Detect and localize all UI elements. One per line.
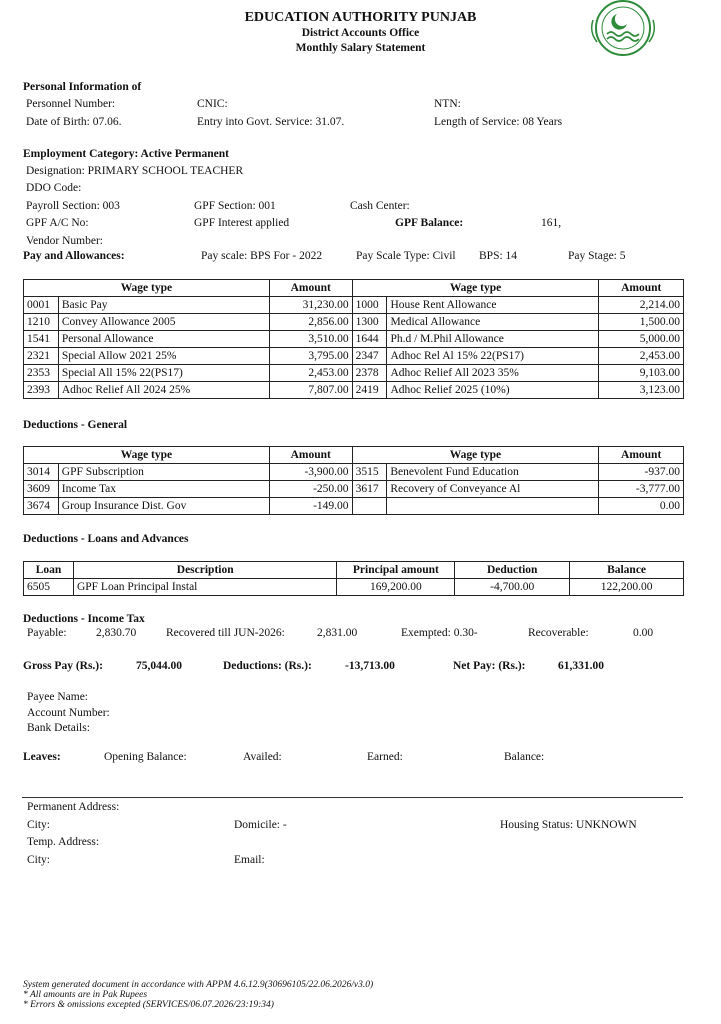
tax-exempted: Exempted: 0.30-: [401, 627, 478, 639]
wage-amount: 2,856.00: [269, 314, 352, 331]
wage-amount: -3,777.00: [599, 481, 684, 498]
deductions-general-table: [23, 446, 684, 515]
wage-amount: 3,123.00: [599, 382, 684, 399]
wage-amount: 1,500.00: [599, 314, 684, 331]
table-row: [24, 382, 684, 399]
footer-errors-note: * Errors & omissions excepted (SERVICES/06.07.2026/23:19:34): [23, 1000, 274, 1010]
wage-amount: -3,900.00: [269, 464, 352, 481]
table-row: [24, 365, 684, 382]
pay-heading: Pay and Allowances:: [23, 250, 125, 262]
col-amount: Amount: [269, 280, 352, 297]
deductions-loans-heading: Deductions - Loans and Advances: [23, 533, 189, 545]
table-row: [24, 579, 684, 596]
col-wage-type: Wage type: [352, 280, 599, 297]
leaves-earned: Earned:: [367, 751, 403, 763]
payee-name: Payee Name:: [27, 691, 88, 703]
income-tax-heading: Deductions - Income Tax: [23, 613, 145, 625]
wage-description: Medical Allowance: [387, 314, 599, 331]
wage-code: 1644: [352, 331, 387, 348]
tax-recoverable-label: Recoverable:: [528, 627, 589, 639]
deductions-total-label: Deductions: (Rs.):: [223, 660, 312, 672]
wage-amount: 3,510.00: [269, 331, 352, 348]
wage-code: 2419: [352, 382, 387, 399]
length-of-service: Length of Service: 08 Years: [434, 116, 563, 128]
wage-description: Group Insurance Dist. Gov: [58, 498, 269, 515]
payroll-section: Payroll Section: 003: [26, 200, 120, 212]
gpf-account: GPF A/C No:: [26, 217, 89, 229]
table-row: [24, 297, 684, 314]
wage-code: 1300: [352, 314, 387, 331]
col-amount: Amount: [599, 447, 684, 464]
wage-code: 3515: [352, 464, 387, 481]
wage-code: 1210: [24, 314, 59, 331]
wage-amount: 2,214.00: [599, 297, 684, 314]
tax-recovered: 2,831.00: [317, 627, 358, 639]
wage-code: 3609: [24, 481, 59, 498]
entry-into-service: Entry into Govt. Service: 31.07.: [197, 116, 345, 128]
table-row: [24, 481, 684, 498]
table-row: [24, 314, 684, 331]
wage-description: Special All 15% 22(PS17): [58, 365, 269, 382]
gross-pay-label: Gross Pay (Rs.):: [23, 660, 103, 672]
employment-heading: Employment Category: Active Permanent: [23, 148, 229, 160]
email: Email:: [234, 854, 265, 866]
leaves-balance: Balance:: [504, 751, 545, 763]
wage-amount: 3,795.00: [269, 348, 352, 365]
bps: BPS: 14: [479, 250, 518, 262]
tax-payable: 2,830.70: [96, 627, 137, 639]
permanent-address: Permanent Address:: [27, 801, 120, 813]
tax-recovered-label: Recovered till JUN-2026:: [166, 627, 285, 639]
wage-description: Adhoc Relief All 2023 35%: [387, 365, 599, 382]
statement-title: Monthly Salary Statement: [295, 42, 426, 54]
wage-description: Income Tax: [58, 481, 269, 498]
table-row: [24, 331, 684, 348]
deductions-table-header: [24, 447, 684, 464]
gross-pay: 75,044.00: [136, 660, 182, 672]
net-pay: 61,331.00: [558, 660, 604, 672]
pay-scale-type: Pay Scale Type: Civil: [356, 250, 456, 262]
wage-amount: -149.00: [269, 498, 352, 515]
account-number: Account Number:: [27, 707, 110, 719]
loans-table: [23, 561, 684, 596]
gpf-section: GPF Section: 001: [194, 200, 276, 212]
wage-description: Ph.d / M.Phil Allowance: [387, 331, 599, 348]
wage-description: Adhoc Relief 2025 (10%): [387, 382, 599, 399]
wage-code: 3014: [24, 464, 59, 481]
wage-description: GPF Subscription: [58, 464, 269, 481]
wage-amount: -937.00: [599, 464, 684, 481]
pay-table-header: [24, 280, 684, 297]
cnic: CNIC:: [197, 98, 228, 110]
wage-description: Recovery of Conveyance Al: [387, 481, 599, 498]
date-of-birth: Date of Birth: 07.06.: [26, 116, 122, 128]
gpf-interest: GPF Interest applied: [194, 217, 290, 229]
gpf-balance-value: 161,: [541, 217, 562, 229]
wage-amount: 2,453.00: [599, 348, 684, 365]
office-name: District Accounts Office: [301, 27, 420, 39]
wage-code: 2378: [352, 365, 387, 382]
table-row: [24, 348, 684, 365]
col-loan: Loan: [24, 562, 74, 579]
wage-description: Special Allow 2021 25%: [58, 348, 269, 365]
wage-code: 2353: [24, 365, 59, 382]
wage-amount: 0.00: [599, 498, 684, 515]
wage-code: 2393: [24, 382, 59, 399]
personal-heading: Personal Information of: [23, 81, 142, 93]
col-wage-type: Wage type: [24, 280, 270, 297]
ddo-code: DDO Code:: [26, 182, 82, 194]
col-description: Description: [73, 562, 336, 579]
tax-payable-label: Payable:: [27, 627, 67, 639]
designation: Designation: PRIMARY SCHOOL TEACHER: [26, 165, 244, 177]
vendor-number: Vendor Number:: [26, 235, 103, 247]
wage-description: Personal Allowance: [58, 331, 269, 348]
col-amount: Amount: [269, 447, 352, 464]
wage-code: 1000: [352, 297, 387, 314]
temp-address: Temp. Address:: [27, 836, 100, 848]
loan-deduction: -4,700.00: [455, 579, 570, 596]
gpf-balance-label: GPF Balance:: [395, 217, 464, 229]
bank-details: Bank Details:: [27, 722, 90, 734]
domicile: Domicile: -: [234, 819, 287, 831]
wage-code: 1541: [24, 331, 59, 348]
table-row: [24, 464, 684, 481]
page-title: EDUCATION AUTHORITY PUNJAB: [244, 10, 477, 25]
col-amount: Amount: [599, 280, 684, 297]
table-row: [24, 498, 684, 515]
punjab-seal-logo: [583, 0, 663, 60]
net-pay-label: Net Pay: (Rs.):: [453, 660, 526, 672]
wage-code: [352, 498, 387, 515]
deductions-total: -13,713.00: [345, 660, 395, 672]
leaves-label: Leaves:: [23, 751, 61, 763]
tax-recoverable: 0.00: [633, 627, 654, 639]
col-principal: Principal amount: [337, 562, 455, 579]
loan-code: 6505: [24, 579, 74, 596]
wage-description: Convey Allowance 2005: [58, 314, 269, 331]
leaves-opening: Opening Balance:: [104, 751, 187, 763]
wage-description: Adhoc Rel Al 15% 22(PS17): [387, 348, 599, 365]
cash-center: Cash Center:: [350, 200, 410, 212]
wage-description: Basic Pay: [58, 297, 269, 314]
wage-amount: 31,230.00: [269, 297, 352, 314]
deductions-general-heading: Deductions - General: [23, 419, 128, 431]
wage-code: 3674: [24, 498, 59, 515]
wage-description: [387, 498, 599, 515]
wage-code: 2321: [24, 348, 59, 365]
wage-description: Benevolent Fund Education: [387, 464, 599, 481]
loan-description: GPF Loan Principal Instal: [73, 579, 336, 596]
wage-description: House Rent Allowance: [387, 297, 599, 314]
housing-status: Housing Status: UNKNOWN: [500, 819, 637, 831]
footer-system-note: System generated document in accordance with APPM 4.6.12.9(30696105/22.06.2026/v3.0): [23, 980, 374, 990]
city-temp: City:: [27, 854, 51, 866]
pay-table: [23, 279, 684, 399]
wage-description: Adhoc Relief All 2024 25%: [58, 382, 269, 399]
col-deduction: Deduction: [455, 562, 570, 579]
wage-code: 3617: [352, 481, 387, 498]
divider: [22, 797, 683, 798]
city-permanent: City:: [27, 819, 51, 831]
footer-currency-note: * All amounts are in Pak Rupees: [23, 990, 148, 1000]
wage-amount: 9,103.00: [599, 365, 684, 382]
loans-table-header: [24, 562, 684, 579]
col-wage-type: Wage type: [352, 447, 599, 464]
wage-amount: 7,807.00: [269, 382, 352, 399]
leaves-availed: Availed:: [243, 751, 282, 763]
ntn: NTN:: [434, 98, 461, 110]
pay-stage: Pay Stage: 5: [568, 250, 626, 262]
col-wage-type: Wage type: [24, 447, 270, 464]
personnel-number: Personnel Number:: [26, 98, 116, 110]
wage-amount: 2,453.00: [269, 365, 352, 382]
wage-amount: 5,000.00: [599, 331, 684, 348]
wage-amount: -250.00: [269, 481, 352, 498]
pay-scale: Pay scale: BPS For - 2022: [201, 250, 323, 262]
loan-balance: 122,200.00: [570, 579, 684, 596]
wage-code: 0001: [24, 297, 59, 314]
wage-code: 2347: [352, 348, 387, 365]
col-balance: Balance: [570, 562, 684, 579]
loan-principal: 169,200.00: [337, 579, 455, 596]
